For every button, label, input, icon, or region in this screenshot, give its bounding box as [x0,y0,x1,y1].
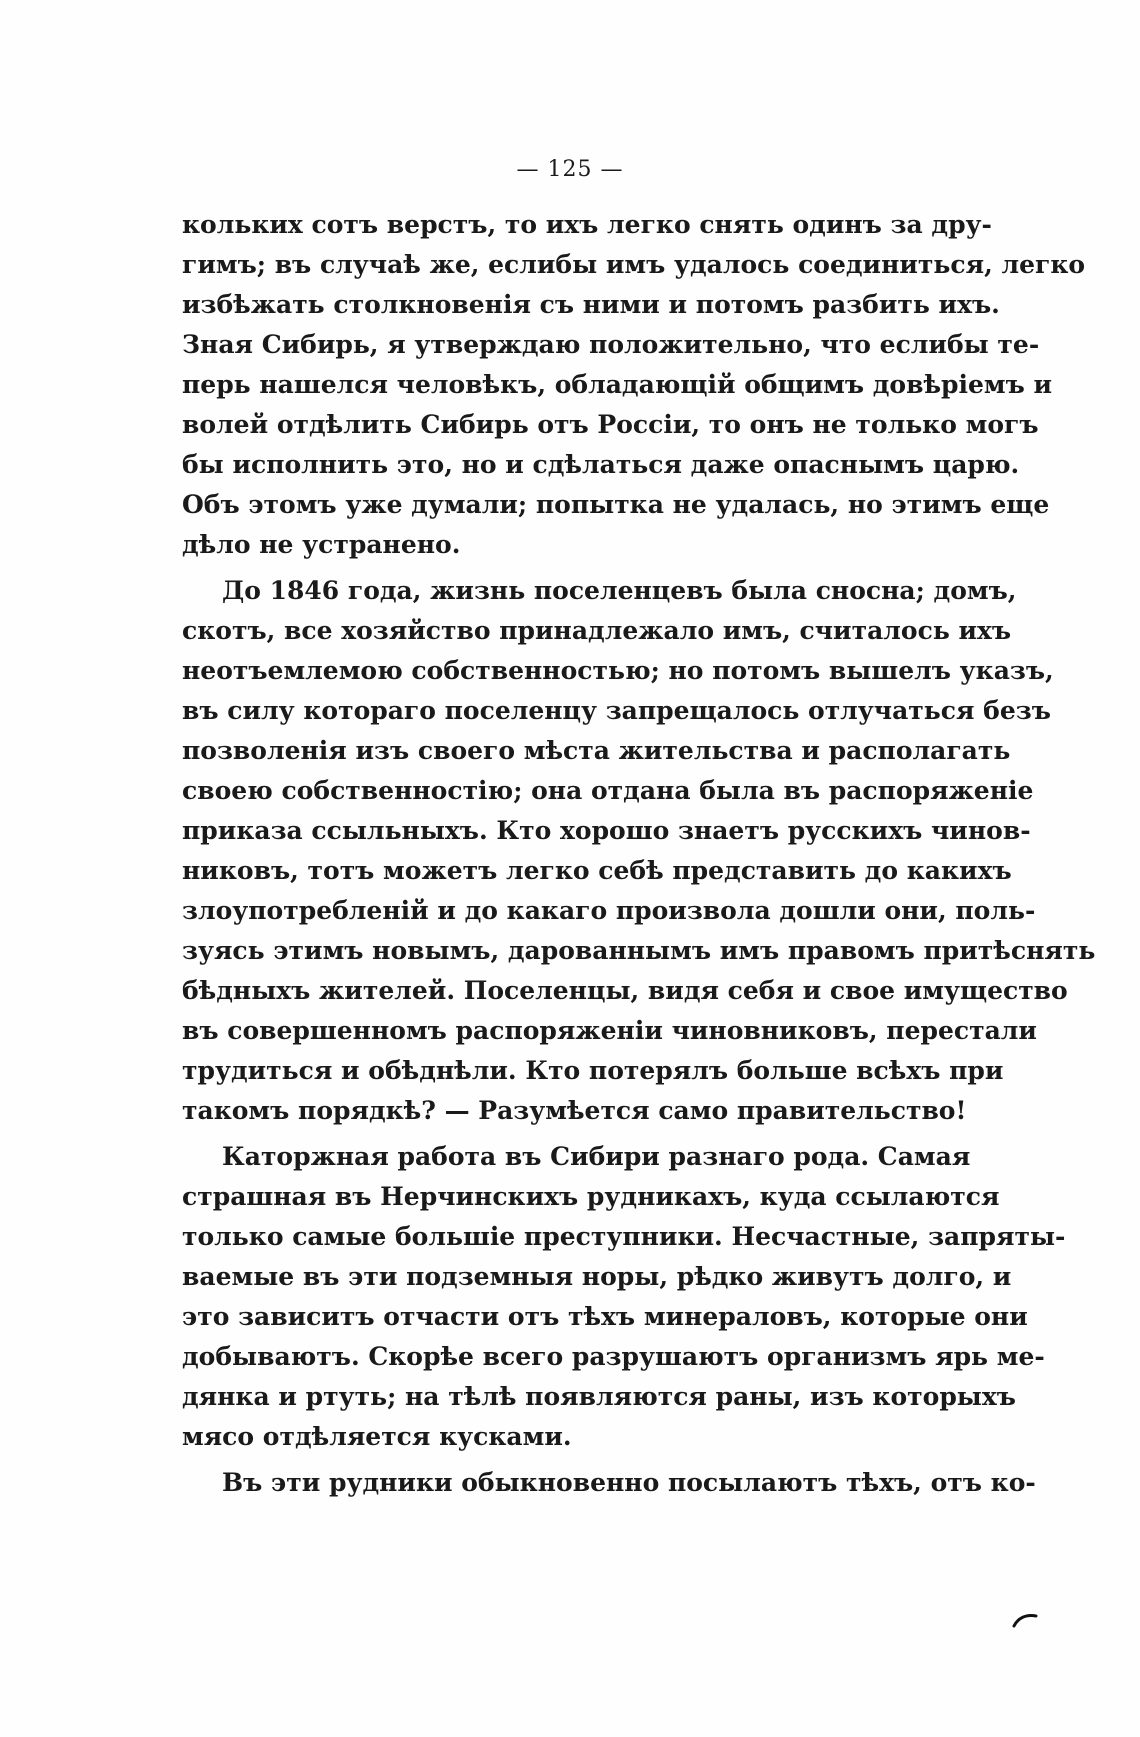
paragraph-2 [182,571,1096,1131]
body-text [182,205,1096,1503]
text-line: это зависитъ отчасти отъ тѣхъ минераловъ, которые они [182,1302,1028,1331]
text-line: только самые большіе преступники. Несчастные, запряты- [182,1222,1066,1251]
text-line: позволенія изъ своего мѣста жительства и располагать [182,736,1011,765]
page-number: — 125 — [516,157,624,182]
text-line: приказа ссыльныхъ. Кто хорошо знаетъ русскихъ чинов- [182,816,1031,845]
text-line: въ силу котораго поселенцу запрещалось отлучаться безъ [182,696,1051,725]
text-line: До 1846 года, жизнь поселенцевъ была сносна; домъ, [222,576,1017,605]
text-line: гимъ; въ случаѣ же, еслибы имъ удалось соединиться, легко [182,250,1086,279]
text-line: неотъемлемою собственностью; но потомъ вышелъ указъ, [182,656,1054,685]
text-line: никовъ, тотъ можетъ легко себѣ представить до какихъ [182,856,1012,885]
text-line: страшная въ Нерчинскихъ рудникахъ, куда ссылаются [182,1182,1000,1211]
text-line: бы исполнить это, но и сдѣлаться даже опаснымъ царю. [182,450,1020,479]
text-line: дѣло не устранено. [182,530,461,559]
text-line: своею собственностію; она отдана была въ распоряженіе [182,776,1034,805]
text-line: зуясь этимъ новымъ, дарованнымъ имъ правомъ притѣснять [182,936,1096,965]
text-line: злоупотребленій и до какаго произвола дошли они, поль- [182,896,1036,925]
text-line: Въ эти рудники обыкновенно посылаютъ тѣхъ, отъ ко- [222,1468,1036,1497]
text-line: Зная Сибирь, я утверждаю положительно, что еслибы те- [182,330,1040,359]
text-line: бѣдныхъ жителей. Поселенцы, видя себя и свое имущество [182,976,1068,1005]
text-line: добываютъ. Скорѣе всего разрушаютъ организмъ ярь ме- [182,1342,1045,1371]
text-line: дянка и ртуть; на тѣлѣ появляются раны, изъ которыхъ [182,1382,1016,1411]
text-line: въ совершенномъ распоряженіи чиновниковъ, перестали [182,1016,1037,1045]
text-line: мясо отдѣляется кусками. [182,1422,572,1451]
scan-artifact-mark [1010,1610,1040,1630]
text-line: Каторжная работа въ Сибири разнаго рода. Самая [222,1142,971,1171]
text-line: волей отдѣлить Сибирь отъ Россіи, то онъ не только могъ [182,410,1039,439]
text-line: перь нашелся человѣкъ, обладающій общимъ довѣріемъ и [182,370,1053,399]
text-line: кольких сотъ верстъ, то ихъ легко снять одинъ за дру- [182,210,992,239]
text-line: Объ этомъ уже думали; попытка не удалась, но этимъ еще [182,490,1050,519]
text-line: такомъ порядкѣ? — Разумѣется само правительство! [182,1096,967,1125]
text-line: ваемые въ эти подземныя норы, рѣдко живутъ долго, и [182,1262,1012,1291]
paragraph-4 [182,1463,1036,1503]
text-line: избѣжать столкновенія съ ними и потомъ разбить ихъ. [182,290,1000,319]
paragraph-1 [182,205,1086,565]
text-line: трудиться и обѣднѣли. Кто потерялъ больше всѣхъ при [182,1056,1004,1085]
text-line: скотъ, все хозяйство принадлежало имъ, считалось ихъ [182,616,1012,645]
paragraph-3 [182,1137,1066,1457]
